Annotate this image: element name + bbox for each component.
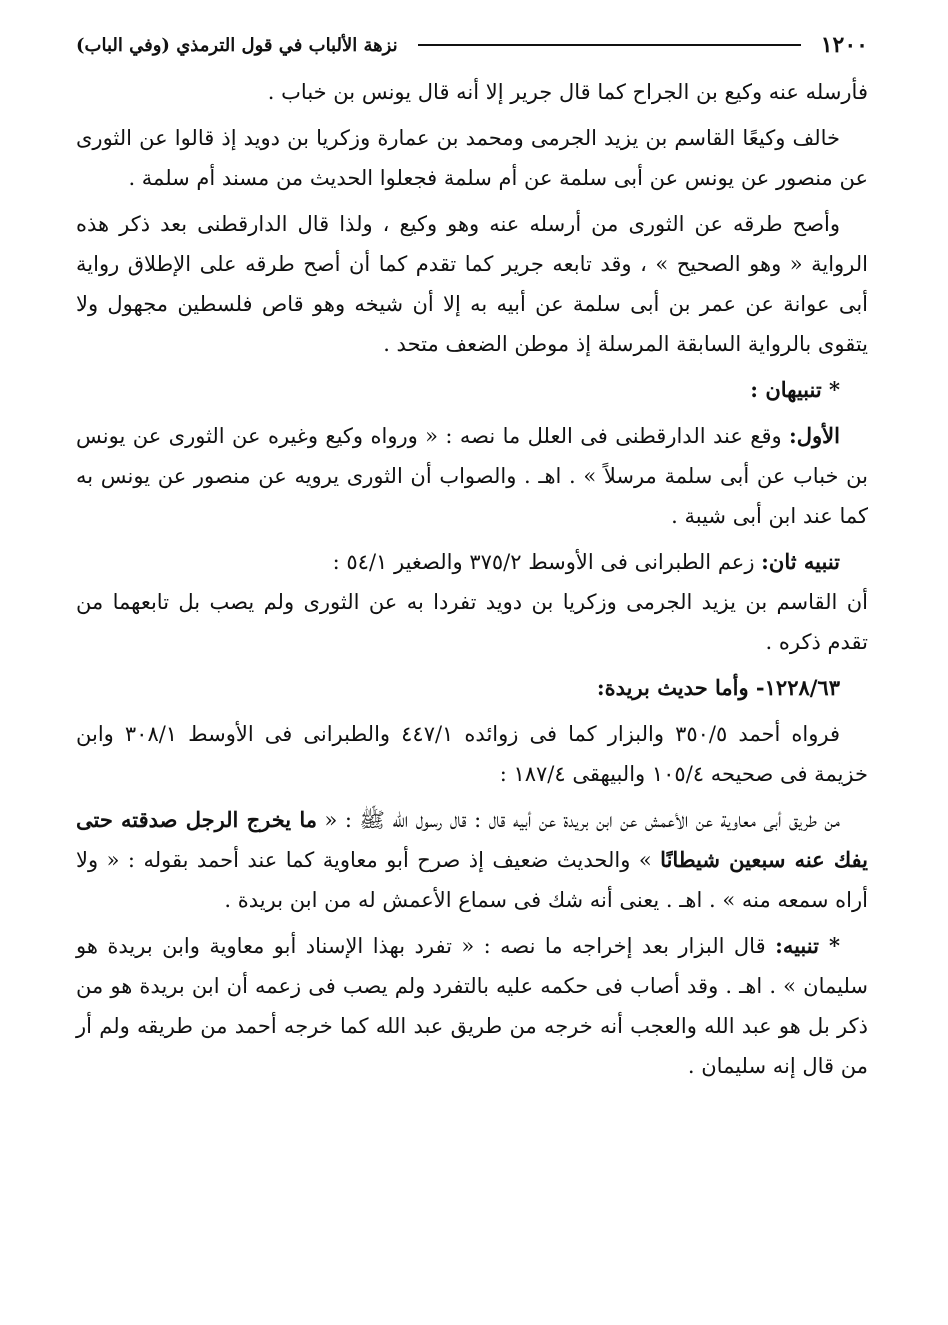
header-rule (418, 44, 801, 46)
paragraph: خالف وكيعًا القاسم بن يزيد الجرمى ومحمد بن عمارة وزكريا بن دويد إذ قالوا عن الثورى عن منصور عن يونس عن أبى سلمة عن أم سلمة فجعلوا الحديث من مسند أم سلمة . (76, 126, 868, 190)
hadith-quote: ما يخرج الرجل صدقته حتى يفك عنه سبعين شيطانًا (76, 807, 868, 872)
note-text: قال البزار بعد إخراجه ما نصه : « تفرد بهذا الإسناد أبو معاوية وابن بريدة هو سليمان » . اهـ . وقد أصاب فى حكمه عليه بالتفرد ولم يصب فى زعمه أن ابن بريدة هو من ذكر بل هو عبد الله والعجب أنه خرجه من طريق عبد الله كما خرجه أحمد من طريقه ولم أر من قال إنه سليمان . (76, 934, 868, 1078)
note-second-continuation: أن القاسم بن يزيد الجرمى وزكريا بن دويد تفردا به عن الثورى ولم يصب بل تابعهما من تقدم ذكره . (76, 590, 868, 654)
paragraph: فأرسله عنه وكيع بن الجراح كما قال جرير إلا أنه قال يونس بن خباب . (267, 80, 868, 104)
note-second (76, 542, 868, 582)
hadith-heading: ١٢٢٨/٦٣- وأما حديث بريدة: (596, 675, 840, 700)
page-number: ١٢٠٠ (820, 32, 868, 58)
hadith-paragraph (76, 800, 868, 920)
note-first (76, 416, 868, 536)
hadith-intro: من طريق أبى معاوية عن الأعمش عن ابن بريدة عن أبيه قال : قال رسول الله ﷺ : « (316, 808, 840, 832)
note-label: الأول: (789, 423, 840, 448)
final-note (76, 926, 868, 1086)
paragraph: وأصح طرقه عن الثورى من أرسله عنه وهو وكيع ، ولذا قال الدارقطنى بعد ذكر هذه الرواية « وهو الصحيح » ، وقد تابعه جرير كما تقدم كما أن أصح طرقه على الإطلاق رواية أبى عوانة عن عمر بن أبى سلمة عن أبيه به إلا أن شيخه وهو قاص فلسطين مجهول ولا يتقوى بالرواية السابقة المرسلة إذ موطن الضعف متحد . (76, 212, 868, 356)
running-header (76, 28, 868, 62)
note-text: زعم الطبرانى فى الأوسط ٣٧٥/٢ والصغير ٥٤/١ : (332, 550, 762, 574)
hadith-commentary: » والحديث ضعيف إذ صرح أبو معاوية كما عند أحمد بقوله : « ولا أراه سمعه منه » . اهـ . يعنى أنه شك فى سماع الأعمش له من ابن بريدة . (76, 848, 868, 912)
paragraph: فرواه أحمد ٣٥٠/٥ والبزار كما فى زوائده ٤٤٧/١ والطبرانى فى الأوسط ٣٠٨/١ وابن خزيمة فى صحيحه ١٠٥/٤ والبيهقى ١٨٧/٤ : (76, 722, 868, 786)
note-label: * تنبيه: (775, 933, 840, 958)
note-label: تنبيه ثان: (761, 549, 840, 574)
page-body (76, 72, 868, 1086)
note-text: وقع عند الدارقطنى فى العلل ما نصه : « ورواه وكيع وغيره عن الثورى عن يونس بن خباب عن أبى سلمة مرسلاً » . اهـ . والصواب أن الثورى يرويه عن منصور عن يونس به كما عند ابن أبى شيبة . (76, 424, 868, 528)
notes-heading: * تنبيهان : (750, 377, 840, 402)
running-title: نزهة الألباب في قول الترمذي (وفي الباب) (76, 34, 398, 56)
